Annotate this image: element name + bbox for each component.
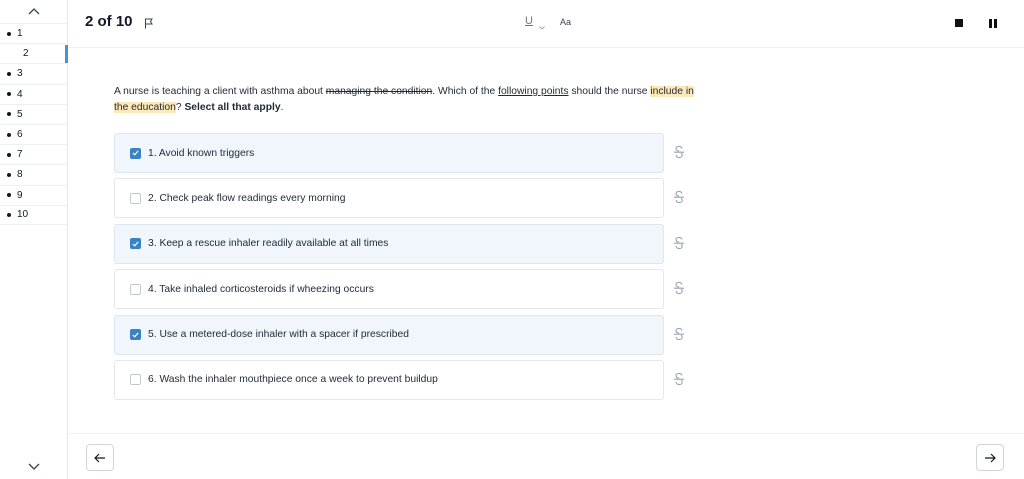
answer-option-3[interactable] — [114, 224, 664, 264]
question-text: ? — [175, 102, 185, 113]
sidebar-item-8[interactable] — [0, 164, 68, 184]
sidebar-item-label: 3 — [17, 68, 23, 80]
sidebar-item-label: 2 — [23, 48, 29, 60]
checkmark-icon — [132, 150, 139, 156]
active-indicator — [65, 45, 68, 64]
sidebar-item-label: 5 — [17, 108, 23, 120]
strikethrough-icon — [672, 144, 686, 160]
option-label: 3. Keep a rescue inhaler readily available at all times — [148, 238, 389, 250]
option-checkbox[interactable] — [130, 193, 141, 204]
sidebar-item-label: 6 — [17, 129, 23, 141]
strikethrough-option-button[interactable] — [672, 235, 686, 251]
question-text: A nurse is teaching a client with asthma about — [114, 86, 326, 97]
checkmark-icon — [132, 241, 139, 247]
underlined-text: following points — [498, 86, 569, 97]
flag-icon — [144, 18, 154, 29]
sidebar-item-10[interactable] — [0, 205, 68, 225]
unanswered-dot — [7, 133, 11, 137]
strikethrough-icon — [672, 189, 686, 205]
footer-nav — [68, 433, 1024, 479]
strikethrough-icon — [672, 371, 686, 387]
option-label: 4. Take inhaled corticosteroids if wheezing occurs — [148, 283, 374, 295]
question-stem — [114, 84, 694, 116]
option-checkbox[interactable] — [130, 374, 141, 385]
question-sidebar — [0, 0, 68, 479]
strikethrough-icon — [672, 235, 686, 251]
struck-text: managing the condition — [325, 86, 433, 97]
font-size-tool-button[interactable]: Aa — [560, 17, 572, 27]
strikethrough-option-button[interactable] — [672, 189, 686, 205]
sidebar-item-2[interactable] — [0, 43, 68, 63]
sidebar-scroll-up-button[interactable] — [0, 0, 68, 22]
sidebar-item-label: 10 — [17, 209, 29, 221]
strikethrough-option-button[interactable] — [672, 280, 686, 296]
top-bar — [68, 0, 1024, 48]
previous-question-button[interactable] — [86, 444, 114, 471]
sidebar-item-label: 7 — [17, 149, 23, 161]
answer-option-6[interactable] — [114, 360, 664, 400]
question-progress: 2 of 10 — [85, 13, 133, 30]
answer-option-5[interactable] — [114, 315, 664, 355]
question-text: . — [280, 102, 284, 113]
arrow-right-icon — [984, 453, 996, 463]
option-label: 6. Wash the inhaler mouthpiece once a week to prevent buildup — [148, 374, 438, 386]
flag-button[interactable] — [144, 16, 154, 34]
unanswered-dot — [7, 193, 11, 197]
question-text: . Which of the — [432, 86, 499, 97]
sidebar-item-label: 4 — [17, 88, 23, 100]
chevron-down-icon — [539, 26, 545, 30]
option-checkbox-checked[interactable] — [130, 238, 141, 249]
sidebar-item-4[interactable] — [0, 84, 68, 104]
unanswered-dot — [7, 92, 11, 96]
strikethrough-option-button[interactable] — [672, 326, 686, 342]
chevron-up-icon — [28, 7, 40, 15]
answer-option-2[interactable] — [114, 178, 664, 218]
unanswered-dot — [7, 173, 11, 177]
option-checkbox-checked[interactable] — [130, 329, 141, 340]
option-label: 2. Check peak flow readings every morning — [148, 192, 346, 204]
unanswered-dot — [7, 72, 11, 76]
underline-options-dropdown[interactable] — [539, 17, 545, 35]
question-text: should the nurse — [568, 86, 651, 97]
sidebar-item-label: 8 — [17, 169, 23, 181]
strikethrough-icon — [672, 326, 686, 342]
next-question-button[interactable] — [976, 444, 1004, 471]
sidebar-item-1[interactable] — [0, 23, 68, 43]
unanswered-dot — [7, 32, 11, 36]
answer-option-1[interactable] — [114, 133, 664, 173]
unanswered-dot — [7, 213, 11, 217]
answer-option-4[interactable] — [114, 269, 664, 309]
sidebar-item-label: 1 — [17, 28, 23, 40]
highlighted-text: include in the education — [114, 86, 694, 113]
sidebar-item-5[interactable] — [0, 104, 68, 124]
option-checkbox-checked[interactable] — [130, 148, 141, 159]
stop-button[interactable] — [955, 19, 963, 27]
question-instruction: Select all that apply — [184, 102, 281, 113]
answer-options — [114, 133, 694, 405]
sidebar-item-label: 9 — [17, 189, 23, 201]
sidebar-item-3[interactable] — [0, 63, 68, 83]
sidebar-item-6[interactable] — [0, 124, 68, 144]
arrow-left-icon — [94, 453, 106, 463]
sidebar-scroll-down-button[interactable] — [0, 456, 68, 478]
sidebar-item-7[interactable] — [0, 144, 68, 164]
option-checkbox[interactable] — [130, 284, 141, 295]
option-label: 1. Avoid known triggers — [148, 147, 255, 159]
pause-button[interactable] — [989, 19, 997, 28]
strikethrough-option-button[interactable] — [672, 371, 686, 387]
option-label: 5. Use a metered-dose inhaler with a spacer if prescribed — [148, 329, 409, 341]
underline-tool-button[interactable]: U — [525, 15, 533, 27]
checkmark-icon — [132, 332, 139, 338]
sidebar-item-9[interactable] — [0, 185, 68, 205]
strikethrough-icon — [672, 280, 686, 296]
strikethrough-option-button[interactable] — [672, 144, 686, 160]
unanswered-dot — [7, 112, 11, 116]
unanswered-dot — [7, 153, 11, 157]
chevron-down-icon — [28, 463, 40, 471]
question-list — [0, 23, 68, 225]
